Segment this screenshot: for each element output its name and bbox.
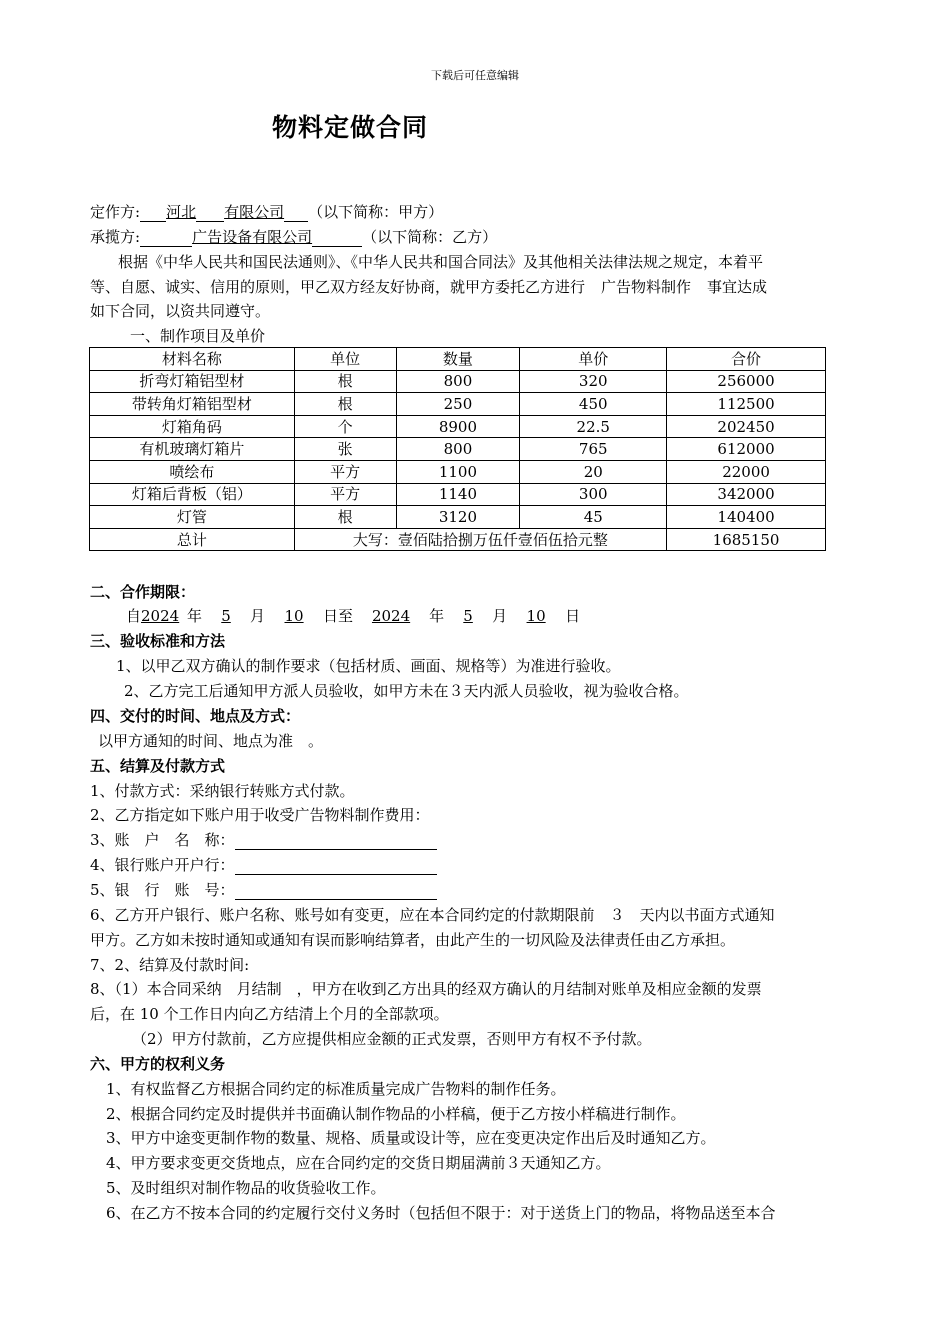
header-cell: 材料名称 <box>90 348 295 371</box>
section-6-heading: 六、甲方的权利义务 <box>90 1055 226 1073</box>
table-cell: 根 <box>294 506 396 529</box>
table-cell: 有机玻璃灯箱片 <box>90 438 295 461</box>
table-cell: 22000 <box>667 460 826 483</box>
s6-line-5: 5、及时组织对制作物品的收货验收工作。 <box>106 1179 386 1197</box>
account-number-label: 5、银 行 账 号： <box>90 881 235 899</box>
s5-line-8a: 8、（1）本合同采纳 月结制 ，甲方在收到乙方出具的经双方确认的月结制对账单及相应金额的发票 <box>90 980 762 998</box>
table-total-row <box>90 528 826 551</box>
table-cell: 1140 <box>396 483 520 506</box>
table-row <box>90 460 826 483</box>
table-row <box>90 393 826 416</box>
table-cell: 平方 <box>294 483 396 506</box>
table-cell: 765 <box>520 438 667 461</box>
header-cell: 合价 <box>667 348 826 371</box>
account-name-line <box>90 830 437 850</box>
year-label: 年 <box>187 607 203 625</box>
table-cell: 灯箱角码 <box>90 415 295 438</box>
party-a-line <box>90 202 443 222</box>
table-cell: 折弯灯箱铝型材 <box>90 370 295 393</box>
table-cell: 带转角灯箱铝型材 <box>90 393 295 416</box>
s6-line-6: 6、在乙方不按本合同的约定履行交付义务时（包括但不限于：对于送货上门的物品，将物品送至本合 <box>106 1204 776 1222</box>
table-cell: 800 <box>396 438 520 461</box>
table-cell: 喷绘布 <box>90 460 295 483</box>
s6-line-1: 1、有权监督乙方根据合同约定的标准质量完成广告物料的制作任务。 <box>106 1080 566 1098</box>
table-cell: 3120 <box>396 506 520 529</box>
period-line <box>126 606 580 626</box>
account-number-field <box>235 883 437 900</box>
month-label: 月 <box>250 607 266 625</box>
s6-line-3: 3、甲方中途变更制作物的数量、规格、质量或设计等，应在变更决定作出后及时通知乙方。 <box>106 1129 716 1147</box>
table-cell: 1100 <box>396 460 520 483</box>
party-a-name2: 有限公司 <box>224 203 285 221</box>
intro-line-1: 根据《中华人民共和国民法通则》、《中华人民共和国合同法》及其他相关法律法规之规定，本着平 <box>118 253 764 271</box>
start-year: 2024 <box>141 607 180 625</box>
s5-line-8c: （2）甲方付款前，乙方应提供相应金额的正式发票，否则甲方有权不予付款。 <box>132 1030 652 1048</box>
section-4-heading: 四、交付的时间、地点及方式： <box>90 707 301 725</box>
header-cell: 单位 <box>294 348 396 371</box>
total-label: 总计 <box>90 528 295 551</box>
s4-line: 以甲方通知的时间、地点为准 。 <box>98 732 324 750</box>
s5-line-2: 2、乙方指定如下账户用于收受广告物料制作费用： <box>90 806 430 824</box>
start-month: 5 <box>221 607 231 625</box>
table-row <box>90 370 826 393</box>
table-cell: 202450 <box>667 415 826 438</box>
s6-line-2: 2、根据合同约定及时提供并书面确认制作物品的小样稿，便于乙方按小样稿进行制作。 <box>106 1105 686 1123</box>
table-cell: 22.5 <box>520 415 667 438</box>
table-row <box>90 483 826 506</box>
s5-line-1: 1、付款方式：采纳银行转账方式付款。 <box>90 782 355 800</box>
page-header: 下载后可任意编辑 <box>431 69 519 82</box>
party-a-name: 河北 <box>166 203 197 221</box>
s3-line-2: 2、乙方完工后通知甲方派人员验收，如甲方未在３天内派人员验收，视为验收合格。 <box>124 682 689 700</box>
bank-line <box>90 855 437 875</box>
total-in-words: 大写：壹佰陆拾捌万伍仟壹佰伍拾元整 <box>294 528 666 551</box>
document-title: 物料定做合同 <box>272 113 429 142</box>
table-cell: 个 <box>294 415 396 438</box>
table-cell: 450 <box>520 393 667 416</box>
party-a-note: （以下简称：甲方） <box>308 203 444 221</box>
s5-line-6b: 甲方。乙方如未按时通知或通知有误而影响结算者，由此产生的一切风险及法律责任由乙方承担。 <box>90 931 736 949</box>
intro-matter: 事宜达成 <box>707 278 768 296</box>
table-cell: 根 <box>294 393 396 416</box>
party-b-name: 广告设备有限公司 <box>192 228 313 246</box>
bank-label: 4、银行账户开户行： <box>90 856 235 874</box>
table-cell: 320 <box>520 370 667 393</box>
table-cell: 140400 <box>667 506 826 529</box>
year-label: 年 <box>429 607 445 625</box>
section-1-heading: 一、制作项目及单价 <box>130 327 266 345</box>
table-cell: 灯管 <box>90 506 295 529</box>
total-value: 1685150 <box>667 528 826 551</box>
intro-line-3: 如下合同，以资共同遵守。 <box>90 302 271 320</box>
account-name-field <box>235 833 437 850</box>
table-cell: 20 <box>520 460 667 483</box>
table-row <box>90 438 826 461</box>
section-5-heading: 五、结算及付款方式 <box>90 757 226 775</box>
account-number-line <box>90 880 437 900</box>
table-cell: 256000 <box>667 370 826 393</box>
table-cell: 平方 <box>294 460 396 483</box>
end-month: 5 <box>463 607 473 625</box>
month-label: 月 <box>492 607 508 625</box>
end-day: 10 <box>526 607 546 625</box>
table-cell: 800 <box>396 370 520 393</box>
day-label: 日 <box>565 607 581 625</box>
table-cell: 张 <box>294 438 396 461</box>
table-cell: 112500 <box>667 393 826 416</box>
party-b-label: 承揽方: <box>90 228 141 246</box>
table-row <box>90 415 826 438</box>
table-header-row <box>90 348 826 371</box>
party-b-note: （以下简称：乙方） <box>362 228 498 246</box>
start-day: 10 <box>284 607 304 625</box>
s6-line-4: 4、甲方要求变更交货地点，应在合同约定的交货日期届满前３天通知乙方。 <box>106 1154 611 1172</box>
s5-line-7: 7、2、结算及付款时间: <box>90 956 250 974</box>
table-cell: 灯箱后背板（铝） <box>90 483 295 506</box>
s3-line-1: 1、以甲乙双方确认的制作要求（包括材质、画面、规格等）为准进行验收。 <box>116 657 621 675</box>
section-3-heading: 三、验收标准和方法 <box>90 632 226 650</box>
table-cell: 8900 <box>396 415 520 438</box>
period-from: 自 <box>126 607 142 625</box>
period-to: 日至 <box>323 607 354 625</box>
s5-line-8b: 后，在 10 个工作日内向乙方结清上个月的全部款项。 <box>90 1005 449 1023</box>
header-cell: 单价 <box>520 348 667 371</box>
intro-service: 广告物料制作 <box>601 278 692 296</box>
table-cell: 300 <box>520 483 667 506</box>
table-row <box>90 506 826 529</box>
party-a-label: 定作方: <box>90 203 141 221</box>
intro-line-2 <box>90 277 767 297</box>
table-cell: 612000 <box>667 438 826 461</box>
section-2-heading: 二、合作期限： <box>90 583 196 601</box>
party-b-line <box>90 227 497 247</box>
s5-line-6a: 6、乙方开户银行、账户名称、账号如有变更，应在本合同约定的付款期限前 ３ 天内以书面方式通知 <box>90 906 775 924</box>
intro-text: 等、自愿、诚实、信用的原则，甲乙双方经友好协商，就甲方委托乙方进行 <box>90 278 586 296</box>
account-name-label: 3、账 户 名 称： <box>90 831 235 849</box>
header-cell: 数量 <box>396 348 520 371</box>
items-table <box>89 347 826 551</box>
end-year: 2024 <box>371 607 411 625</box>
table-cell: 45 <box>520 506 667 529</box>
bank-field <box>235 858 437 875</box>
table-cell: 342000 <box>667 483 826 506</box>
table-cell: 根 <box>294 370 396 393</box>
table-cell: 250 <box>396 393 520 416</box>
